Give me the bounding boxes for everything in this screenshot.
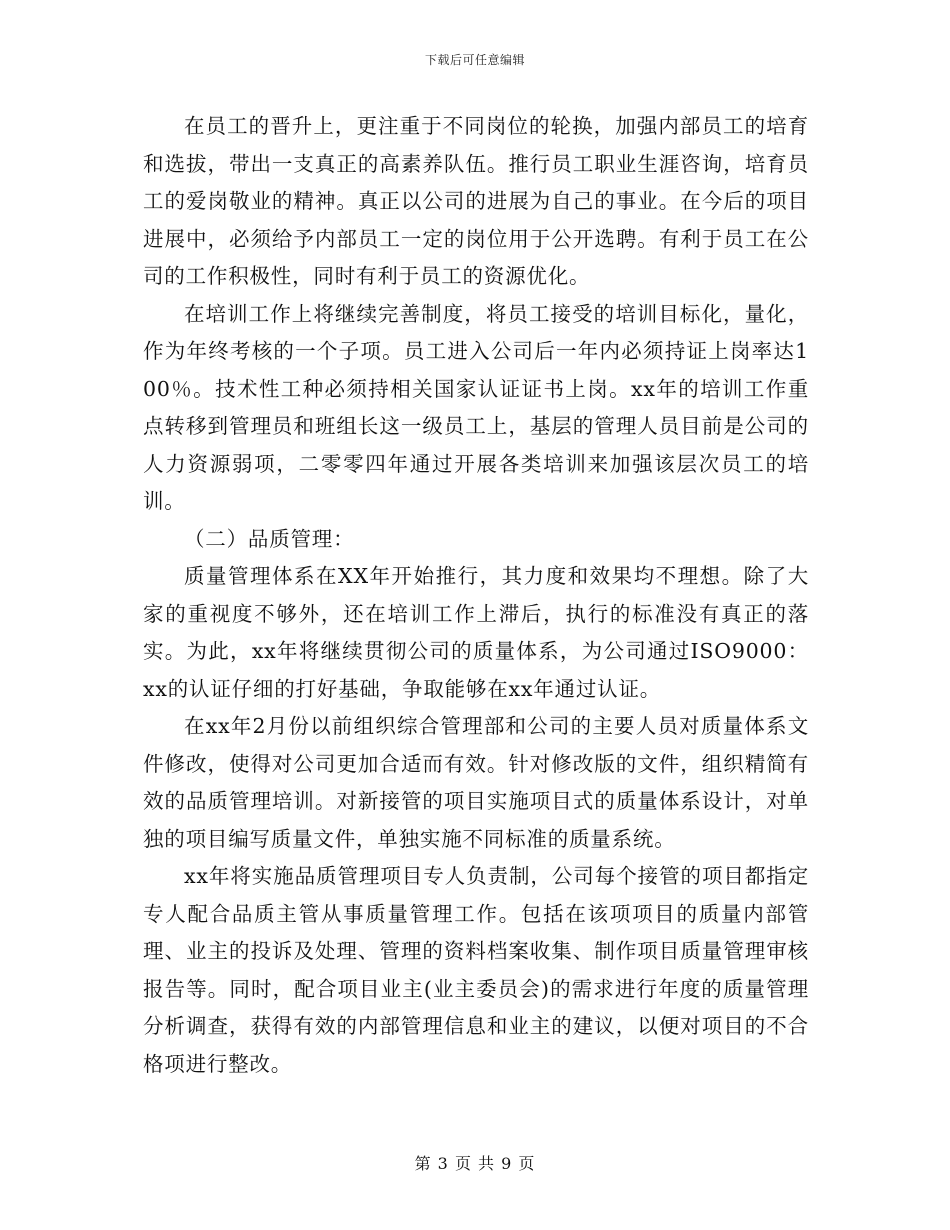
section-heading-quality: （二）品质管理： bbox=[184, 526, 355, 551]
page-number: 第 3 页 共 9 页 bbox=[414, 1154, 536, 1173]
document-body bbox=[143, 108, 809, 1083]
page-header: 下载后可任意编辑 bbox=[424, 53, 525, 67]
paragraph-promotion: 在员工的晋升上，更注重于不同岗位的轮换，加强内部员工的培育和选拔，带出一支真正的高素养队伍。推行员工职业生涯咨询，培育员工的爱岗敬业的精神。真正以公司的进展为自己的事业。在今后的项目进展中，必须给予内部员工一定的岗位用于公开选聘。有利于员工在公司的工作积极性，同时有利于员工的资源优化。 bbox=[143, 114, 809, 288]
paragraph-quality-responsibility: xx年将实施品质管理项目专人负责制，公司每个接管的项目都指定专人配合品质主管从事质量管理工作。包括在该项项目的质量内部管理、业主的投诉及处理、管理的资料档案收集、制作项目质量管理审核报告等。同时，配合项目业主(业主委员会)的需求进行年度的质量管理分析调查，获得有效的内部管理信息和业主的建议，以便对项目的不合格项进行整改。 bbox=[143, 864, 809, 1076]
paragraph-training: 在培训工作上将继续完善制度，将员工接受的培训目标化，量化，作为年终考核的一个子项。员工进入公司后一年内必须持证上岗率达100％。技术性工种必须持相关国家认证证书上岗。xx年的培训工作重点转移到管理员和班组长这一级员工上，基层的管理人员目前是公司的人力资源弱项，二零零四年通过开展各类培训来加强该层次员工的培训。 bbox=[143, 301, 809, 513]
paragraph-document-revision: 在xx年2月份以前组织综合管理部和公司的主要人员对质量体系文件修改，使得对公司更加合适而有效。针对修改版的文件，组织精简有效的品质管理培训。对新接管的项目实施项目式的质量体系设计，对单独的项目编写质量文件，单独实施不同标准的质量系统。 bbox=[143, 714, 809, 851]
paragraph-quality-system: 质量管理体系在XX年开始推行，其力度和效果均不理想。除了大家的重视度不够外，还在培训工作上滞后，执行的标准没有真正的落实。为此，xx年将继续贯彻公司的质量体系，为公司通过ISO9000：xx的认证仔细的打好基础，争取能够在xx年通过认证。 bbox=[143, 564, 809, 701]
